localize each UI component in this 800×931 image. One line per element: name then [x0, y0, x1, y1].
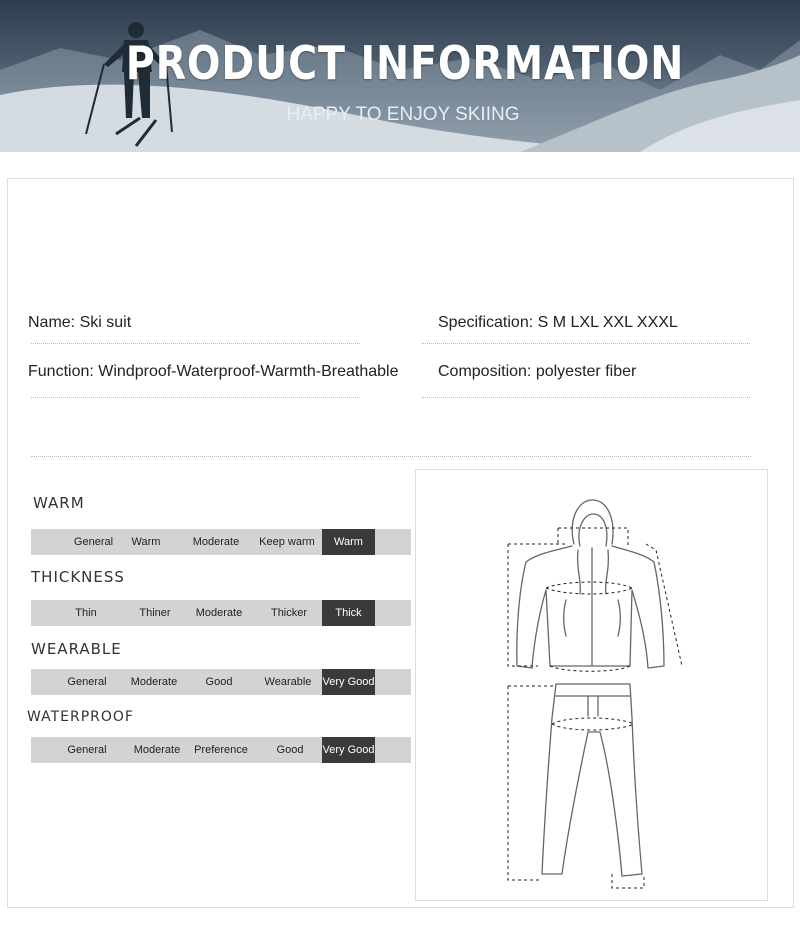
rating-option: General — [73, 536, 114, 548]
rating-option: Wearable — [264, 676, 312, 688]
rating-option: Thiner — [139, 607, 171, 619]
product-specification: Specification: S M LXL XXL XXXL — [438, 314, 678, 331]
rating-bar — [31, 737, 411, 763]
rating-bar — [31, 529, 411, 555]
rating-title: THICKNESS — [31, 568, 125, 586]
rating-option-selected: Thick — [322, 600, 375, 626]
rating-bar — [31, 669, 411, 695]
rating-option: Thin — [75, 607, 97, 619]
rating-option: Moderate — [130, 676, 178, 688]
product-function: Function: Windproof-Waterproof-Warmth-Breathable — [28, 363, 399, 380]
rating-option: Moderate — [195, 607, 243, 619]
divider — [31, 343, 360, 344]
rating-option: Warm — [131, 536, 161, 548]
rating-option: Moderate — [133, 744, 181, 756]
rating-option: Good — [276, 744, 304, 756]
rating-option: Moderate — [192, 536, 240, 548]
size-diagram — [415, 469, 768, 901]
section-divider — [31, 456, 751, 457]
rating-option: Keep warm — [259, 536, 315, 548]
divider — [422, 397, 750, 398]
divider — [422, 343, 750, 344]
rating-option: General — [67, 676, 107, 688]
banner — [0, 0, 800, 152]
ski-suit-sketch-icon — [416, 470, 767, 900]
rating-title: WATERPROOF — [27, 709, 134, 725]
rating-option: Preference — [194, 744, 248, 756]
rating-option-selected: Very Good — [322, 669, 375, 695]
rating-bar — [31, 600, 411, 626]
rating-option: General — [67, 744, 107, 756]
product-name: Name: Ski suit — [28, 314, 132, 331]
rating-title: WEARABLE — [31, 640, 122, 658]
product-composition: Composition: polyester fiber — [438, 363, 637, 380]
rating-option: Good — [205, 676, 233, 688]
page-subtitle: HAPPY TO ENJOY SKIING — [286, 104, 520, 125]
rating-title: WARM — [33, 494, 85, 512]
divider — [31, 397, 360, 398]
page-title: PRODUCT INFORMATION — [125, 36, 685, 90]
rating-option-selected: Warm — [322, 529, 375, 555]
rating-option: Thicker — [270, 607, 308, 619]
rating-option-selected: Very Good — [322, 737, 375, 763]
